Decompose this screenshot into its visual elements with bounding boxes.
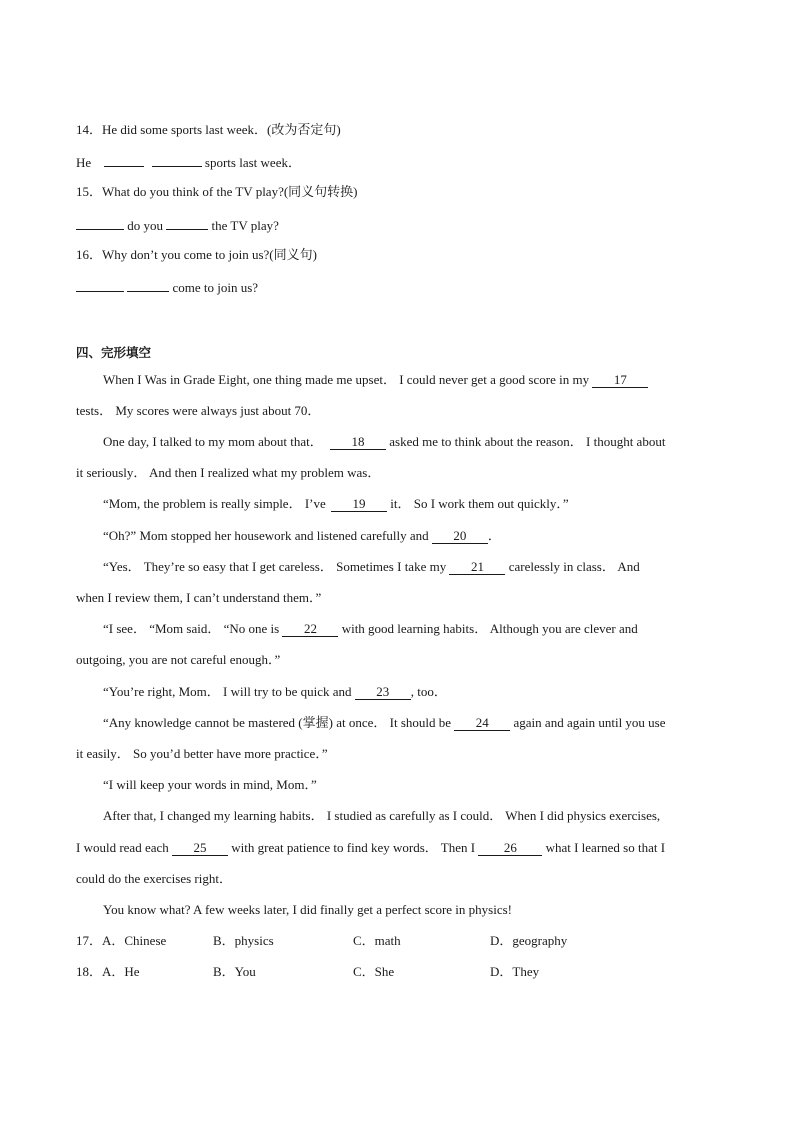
passage-line: it seriously． And then I realized what my problem was． (76, 465, 381, 480)
section-title-cloze: 四、完形填空 (76, 345, 152, 360)
passage-line: You know what? A few weeks later, I did finally get a perfect score in physics! (103, 902, 512, 917)
answer-blank[interactable] (166, 216, 208, 230)
question-18-options (76, 964, 716, 980)
cloze-blank-23[interactable]: 23 (355, 685, 411, 700)
passage-line: “I will keep your words in mind, Mom．” (103, 777, 317, 792)
passage-line: “I see． “Mom said． “No one is 22 with good learning habits． Although you are clever and (103, 621, 638, 636)
answer-blank[interactable] (152, 153, 202, 167)
passage-line: tests． My scores were always just about 70． (76, 403, 321, 418)
cloze-blank-20[interactable]: 20 (432, 529, 488, 544)
passage-line: it easily． So you’d better have more practice．” (76, 746, 328, 761)
answer-blank[interactable] (76, 216, 124, 230)
passage-line: One day, I talked to my mom about that． 18 asked me to think about the reason． I thought about (103, 434, 666, 449)
passage-line: “Mom, the problem is really simple． I’ve 19 it． So I work them out quickly．” (103, 496, 569, 511)
option-17-c[interactable]: C．math (353, 933, 401, 948)
passage-line: I would read each 25 with great patience to find key words． Then I 26 what I learned so that I (76, 840, 666, 855)
question-15-prompt: 15．What do you think of the TV play?(同义句转换) (76, 184, 358, 199)
option-18-a[interactable]: 18．A．He (76, 964, 140, 979)
passage-line: “Any knowledge cannot be mastered (掌握) at once． It should be 24 again and again until you use (103, 715, 666, 730)
answer-blank[interactable] (76, 278, 124, 292)
option-17-b[interactable]: B．physics (213, 933, 274, 948)
passage-line: could do the exercises right． (76, 871, 232, 886)
answer-blank[interactable] (104, 153, 144, 167)
option-18-d[interactable]: D．They (490, 964, 540, 979)
option-17-d[interactable]: D．geography (490, 933, 568, 948)
passage-line: outgoing, you are not careful enough．” (76, 652, 281, 667)
question-16-answer: come to join us? (76, 278, 716, 296)
question-14-prompt: 14．He did some sports last week．(改为否定句) (76, 122, 341, 137)
question-15-answer: do you the TV play? (76, 216, 716, 234)
option-18-c[interactable]: C．She (353, 964, 395, 979)
question-14-answer: He sports last week． (76, 155, 301, 170)
passage-line: “Oh?” Mom stopped her housework and listened carefully and 20 ． (103, 528, 501, 543)
answer-blank[interactable] (127, 278, 169, 292)
cloze-blank-19[interactable]: 19 (331, 497, 387, 512)
cloze-blank-26[interactable]: 26 (478, 841, 542, 856)
question-17-options (76, 933, 716, 949)
passage-line: When I Was in Grade Eight, one thing made me upset． I could never get a good score in my 17 (103, 372, 743, 388)
cloze-blank-24[interactable]: 24 (454, 716, 510, 731)
option-17-a[interactable]: 17．A．Chinese (76, 933, 167, 948)
passage-line: After that, I changed my learning habits． I studied as carefully as I could． When I did physics exercises, (103, 808, 661, 823)
cloze-blank-18[interactable]: 18 (330, 435, 386, 450)
cloze-blank-21[interactable]: 21 (449, 560, 505, 575)
cloze-blank-17[interactable]: 17 (592, 373, 648, 388)
question-16-prompt: 16．Why don’t you come to join us?(同义句) (76, 247, 317, 262)
cloze-blank-25[interactable]: 25 (172, 841, 228, 856)
passage-line: “Yes． They’re so easy that I get careless． Sometimes I take my 21 carelessly in class． And (103, 559, 640, 574)
option-18-b[interactable]: B．You (213, 964, 256, 979)
passage-line: “You’re right, Mom． I will try to be quick and 23 , too． (103, 684, 447, 699)
cloze-blank-22[interactable]: 22 (282, 622, 338, 637)
passage-line: when I review them, I can’t understand them．” (76, 590, 322, 605)
